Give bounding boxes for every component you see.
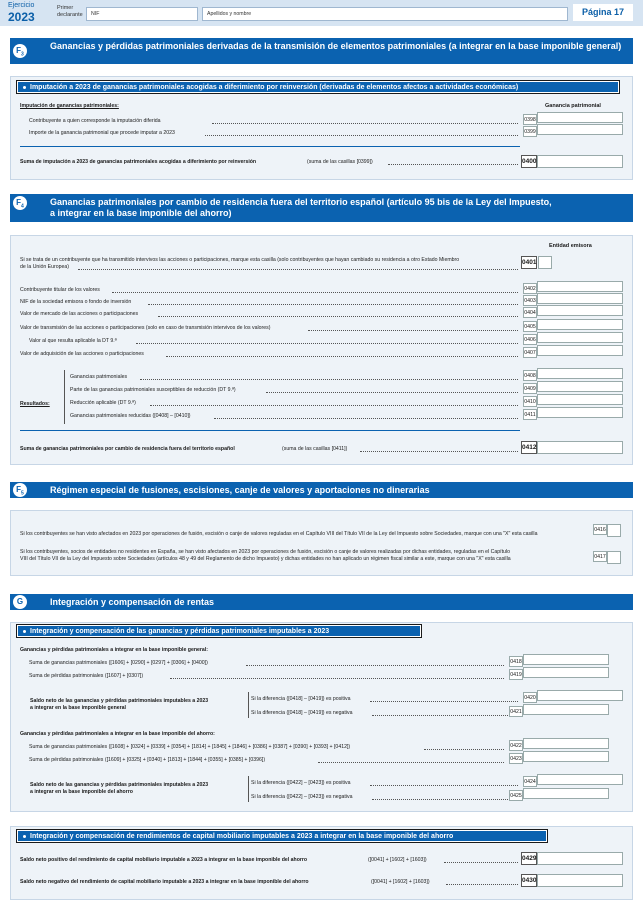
page-header: [0, 0, 643, 26]
g-aho-pos-label: Si la diferencia ([0422] – [0423]) es positiva: [251, 780, 351, 786]
divider: [20, 146, 520, 147]
leader-dots: [370, 701, 518, 702]
f4-input-0405[interactable]: [537, 319, 623, 330]
page-number: Página 17: [573, 4, 633, 21]
f4-input-0409[interactable]: [537, 381, 623, 392]
f4-suma-label: Suma de ganancias patrimoniales por cambio de residencia fuera del territorio español: [20, 446, 235, 452]
f5-checkbox-0417[interactable]: [607, 551, 621, 564]
ejercicio-label: Ejercicio: [8, 2, 35, 9]
leader-dots: [205, 135, 518, 136]
f3-code-0398: 0398: [523, 114, 537, 125]
g-code-0418: 0418: [509, 656, 523, 667]
section-f4-header: [10, 194, 633, 222]
f4-input-0408[interactable]: [537, 368, 623, 379]
g-row-label: Suma de pérdidas patrimoniales ([1609] + [0325] + [0340] + [1813] + [1844] + [0355] + [0385] + [0396]): [29, 757, 266, 763]
g-code-0425: 0425: [509, 790, 523, 801]
section-f3-badge: $F_3$: [13, 44, 27, 58]
f4-row-label: Contribuyente titular de los valores: [20, 287, 100, 293]
leader-dots: [372, 799, 518, 800]
leader-dots: [360, 451, 518, 452]
f3-suma-note: (suma de las casillas [0399]): [307, 159, 373, 165]
leader-dots: [150, 405, 518, 406]
g-code-0420: 0420: [523, 692, 537, 703]
g-row-label: Suma de ganancias patrimoniales ([1606] + [0290] + [0297] + [0306] + [0400]): [29, 660, 208, 666]
section-g-header: [10, 594, 633, 610]
f4-code-0410: 0410: [523, 396, 537, 407]
f4-row-label: NIF de la sociedad emisora o fondo de inversión: [20, 299, 132, 305]
leader-dots: [424, 749, 504, 750]
section-f4-title-line2: a integrar en la base imponible del ahorro): [50, 208, 232, 218]
g-gen-pos-label: Si la diferencia ([0418] – [0419]) es positiva: [251, 696, 351, 702]
section-f5-panel: [10, 510, 633, 576]
f4-resultados-label: Resultados:: [20, 401, 50, 407]
g-saldo-general-line2: a integrar en la base imponible general: [30, 705, 126, 711]
g-input-0421[interactable]: [523, 704, 609, 715]
g-saldo-ahorro-line1: Saldo neto de las ganancias y pérdidas patrimoniales imputables a 2023: [30, 782, 209, 788]
f5-p1: Si los contribuyentes se han visto afectados en 2023 por operaciones de fusión, escisión o canje de valores reguladas en el Capítulo VIII del Título VII de la Ley del Impuesto sobre Sociedades, marque con una "X" esta casilla: [20, 531, 538, 537]
f4-input-0406[interactable]: [537, 332, 623, 343]
f3-code-0400: 0400: [521, 155, 537, 168]
leader-dots: [308, 330, 518, 331]
g-subheader-2: Integración y compensación de rendimientos de capital mobiliario imputables a 2023 a integrar en la base imponible del ahorro: [16, 829, 548, 843]
bracket: [248, 692, 249, 718]
f4-input-0407[interactable]: [537, 345, 623, 356]
f3-input-0400[interactable]: [537, 155, 623, 168]
leader-dots: [170, 678, 504, 679]
g-saldo-general-line1: Saldo neto de las ganancias y pérdidas patrimoniales imputables a 2023: [30, 698, 209, 704]
f3-row1-label: Contribuyente a quien corresponde la imputación diferida: [29, 118, 161, 124]
g-pos-label: Saldo neto positivo del rendimiento de capital mobiliario imputable a 2023 a integrar en la base imponible del ahorro: [20, 857, 308, 863]
g-code-0419: 0419: [509, 669, 523, 680]
section-f5-badge: $F_5$: [13, 483, 27, 497]
divider: [20, 430, 520, 431]
nif-field[interactable]: [86, 7, 198, 21]
leader-dots: [78, 269, 518, 270]
leader-dots: [140, 379, 518, 380]
ejercicio-year: 2023: [8, 10, 35, 24]
g-code-0423: 0423: [509, 753, 523, 764]
bracket: [248, 776, 249, 802]
apellidos-field[interactable]: [202, 7, 568, 21]
g-code-0430: 0430: [521, 874, 537, 887]
g-neg-label: Saldo neto negativo del rendimiento de capital mobiliario imputable a 2023 a integrar en la base imponible del ahorro: [20, 879, 309, 885]
f4-code-0412: 0412: [521, 441, 537, 454]
g-aho-neg-label: Si la diferencia ([0422] – [0423]) es negativa: [251, 794, 353, 800]
leader-dots: [212, 123, 518, 124]
g-general-label: Ganancias y pérdidas patrimoniales a integrar en la base imponible general:: [20, 647, 208, 653]
f4-input-0404[interactable]: [537, 305, 623, 316]
f4-result-label: Parte de las ganancias patrimoniales susceptibles de reducción (DT 9.ª): [70, 387, 236, 393]
f5-p2-line2: VIII del Título VII de la Ley del Impuesto sobre Sociedades (artículos 48 y 49 del Reglamento de dicho Impuesto) y dichas entidades no han aplicado un régimen fiscal similar a este, marque con una "X" esta casilla: [20, 556, 511, 562]
f5-checkbox-0416[interactable]: [607, 524, 621, 537]
g-input-0429[interactable]: [537, 852, 623, 865]
leader-dots: [148, 304, 518, 305]
f4-result-label: Reducción aplicable (DT 9.ª): [70, 400, 136, 406]
f4-suma-note: (suma de las casillas [0411]): [282, 446, 348, 452]
leader-dots: [372, 715, 518, 716]
section-g-badge: G: [13, 595, 27, 609]
g-input-0422[interactable]: [523, 738, 609, 749]
f4-result-label: Ganancias patrimoniales reducidas ([0408] – [0410]): [70, 413, 191, 419]
f4-code-0407: 0407: [523, 347, 537, 358]
bracket: [64, 370, 65, 424]
leader-dots: [446, 884, 518, 885]
f3-imputacion-label: Imputación de ganancias patrimoniales:: [20, 103, 119, 109]
leader-dots: [370, 785, 518, 786]
g-row-label: Suma de pérdidas patrimoniales ([1607] + [0307]): [29, 673, 144, 679]
f4-intro-line1: Si se trata de un contribuyente que ha transmitido intervivos las acciones o participaciones, marque esta casilla (solo contribuyentes que hayan cambiado su residencia a otro Estado Miembro: [20, 257, 460, 263]
g-gen-neg-label: Si la diferencia ([0418] – [0419]) es negativa: [251, 710, 353, 716]
f4-input-0412[interactable]: [537, 441, 623, 454]
section-f5-header: [10, 482, 633, 498]
section-f3-header: [10, 38, 633, 64]
f4-code-0402: 0402: [523, 283, 537, 294]
g-pos-note: ([0041] + [1602] + [1603]): [368, 857, 427, 863]
leader-dots: [112, 292, 518, 293]
f4-input-0411[interactable]: [537, 407, 623, 418]
g-input-0423[interactable]: [523, 751, 609, 762]
f4-row-label: Valor de mercado de las acciones o participaciones: [20, 311, 139, 317]
f4-input-0403[interactable]: [537, 293, 623, 304]
leader-dots: [166, 356, 518, 357]
f3-col-header: Ganancia patrimonial: [545, 103, 601, 109]
g-input-0430[interactable]: [537, 874, 623, 887]
f4-code-0408: 0408: [523, 370, 537, 381]
f4-code-0409: 0409: [523, 383, 537, 394]
f4-code-0401: 0401: [521, 256, 537, 269]
leader-dots: [136, 343, 518, 344]
section-g-title: Integración y compensación de rentas: [50, 597, 215, 607]
g-input-0419[interactable]: [523, 667, 609, 678]
g-input-0424[interactable]: [537, 774, 623, 785]
apellidos-label: Apellidos y nombre: [207, 11, 252, 17]
f4-col-header: Entidad emisora: [549, 243, 592, 249]
g-code-0422: 0422: [509, 740, 523, 751]
f4-row-label: Valor de adquisición de las acciones o participaciones: [20, 351, 144, 357]
leader-dots: [388, 164, 518, 165]
g-code-0421: 0421: [509, 706, 523, 717]
f5-code-0416: 0416: [593, 524, 607, 535]
f5-p2-line1: Si los contribuyentes, socios de entidades no residentes en España, se han visto afectados en 2023 por operaciones de fusión, escisión o canje de valores realizadas por dichas entidades, reguladas en el Capítulo: [20, 549, 510, 555]
f3-suma-label: Suma de imputación a 2023 de ganancias patrimoniales acogidas a diferimiento por reinversión: [20, 159, 257, 165]
g-input-0418[interactable]: [523, 654, 609, 665]
f4-intro-line2: de la Unión Europea): [20, 264, 70, 270]
f3-input-0398[interactable]: [537, 112, 623, 123]
f4-code-0403: 0403: [523, 295, 537, 306]
f4-result-label: Ganancias patrimoniales: [70, 374, 128, 380]
g-input-0425[interactable]: [523, 788, 609, 799]
f3-input-0399[interactable]: [537, 124, 623, 135]
g-neg-note: ([0041] + [1602] + [1603]): [371, 879, 430, 885]
g-code-0429: 0429: [521, 852, 537, 865]
leader-dots: [214, 418, 518, 419]
leader-dots: [266, 392, 518, 393]
leader-dots: [444, 862, 518, 863]
g-input-0420[interactable]: [537, 690, 623, 701]
g-ahorro-label: Ganancias y pérdidas patrimoniales a integrar en la base imponible del ahorro:: [20, 731, 215, 737]
f3-code-0399: 0399: [523, 126, 537, 137]
f4-input-0402[interactable]: [537, 281, 623, 292]
section-f5-title: Régimen especial de fusiones, escisiones, canje de valores y aportaciones no dinerarias: [50, 485, 430, 495]
g-subheader-1: Integración y compensación de las ganancias y pérdidas patrimoniales imputables a 2023: [16, 624, 422, 638]
f4-checkbox-0401[interactable]: [538, 256, 552, 269]
section-f4-badge: $F_4$: [13, 196, 27, 210]
f4-code-0406: 0406: [523, 334, 537, 345]
f4-row-label: Valor al que resulta aplicable la DT 9.ª: [29, 338, 117, 344]
f4-row-label: Valor de transmisión de las acciones o participaciones (solo en caso de transmisión intervivos de los valores): [20, 325, 271, 331]
leader-dots: [158, 316, 518, 317]
f4-input-0410[interactable]: [537, 394, 623, 405]
g-row-label: Suma de ganancias patrimoniales ([1608] + [0324] + [0339] + [0354] + [1814] + [1845] + [1846] + [0386] + [0387] + [0390] + [0393] + [0412]): [29, 744, 351, 750]
f4-code-0405: 0405: [523, 321, 537, 332]
section-f4-title-line1: Ganancias patrimoniales por cambio de residencia fuera del territorio español (artículo 95 bis de la Ley del Impuesto,: [50, 197, 552, 207]
f3-row2-label: Importe de la ganancia patrimonial que procede imputar a 2023: [29, 130, 175, 136]
leader-dots: [318, 762, 504, 763]
g-code-0424: 0424: [523, 776, 537, 787]
section-f3-title: Ganancias y pérdidas patrimoniales derivadas de la transmisión de elementos patrimoniales (a integrar en la base imponible general): [50, 41, 622, 51]
f5-code-0417: 0417: [593, 551, 607, 562]
f3-subheader: Imputación a 2023 de ganancias patrimoniales acogidas a diferimiento por reinversión (derivadas de elementos afectos a actividades económicas): [16, 80, 620, 94]
g-saldo-ahorro-line2: a integrar en la base imponible del ahorro: [30, 789, 133, 795]
nif-label: NIF: [91, 11, 100, 17]
leader-dots: [246, 665, 504, 666]
primer-declarante-label: Primer declarante: [57, 5, 83, 18]
f4-code-0411: 0411: [523, 409, 537, 420]
f4-code-0404: 0404: [523, 307, 537, 318]
